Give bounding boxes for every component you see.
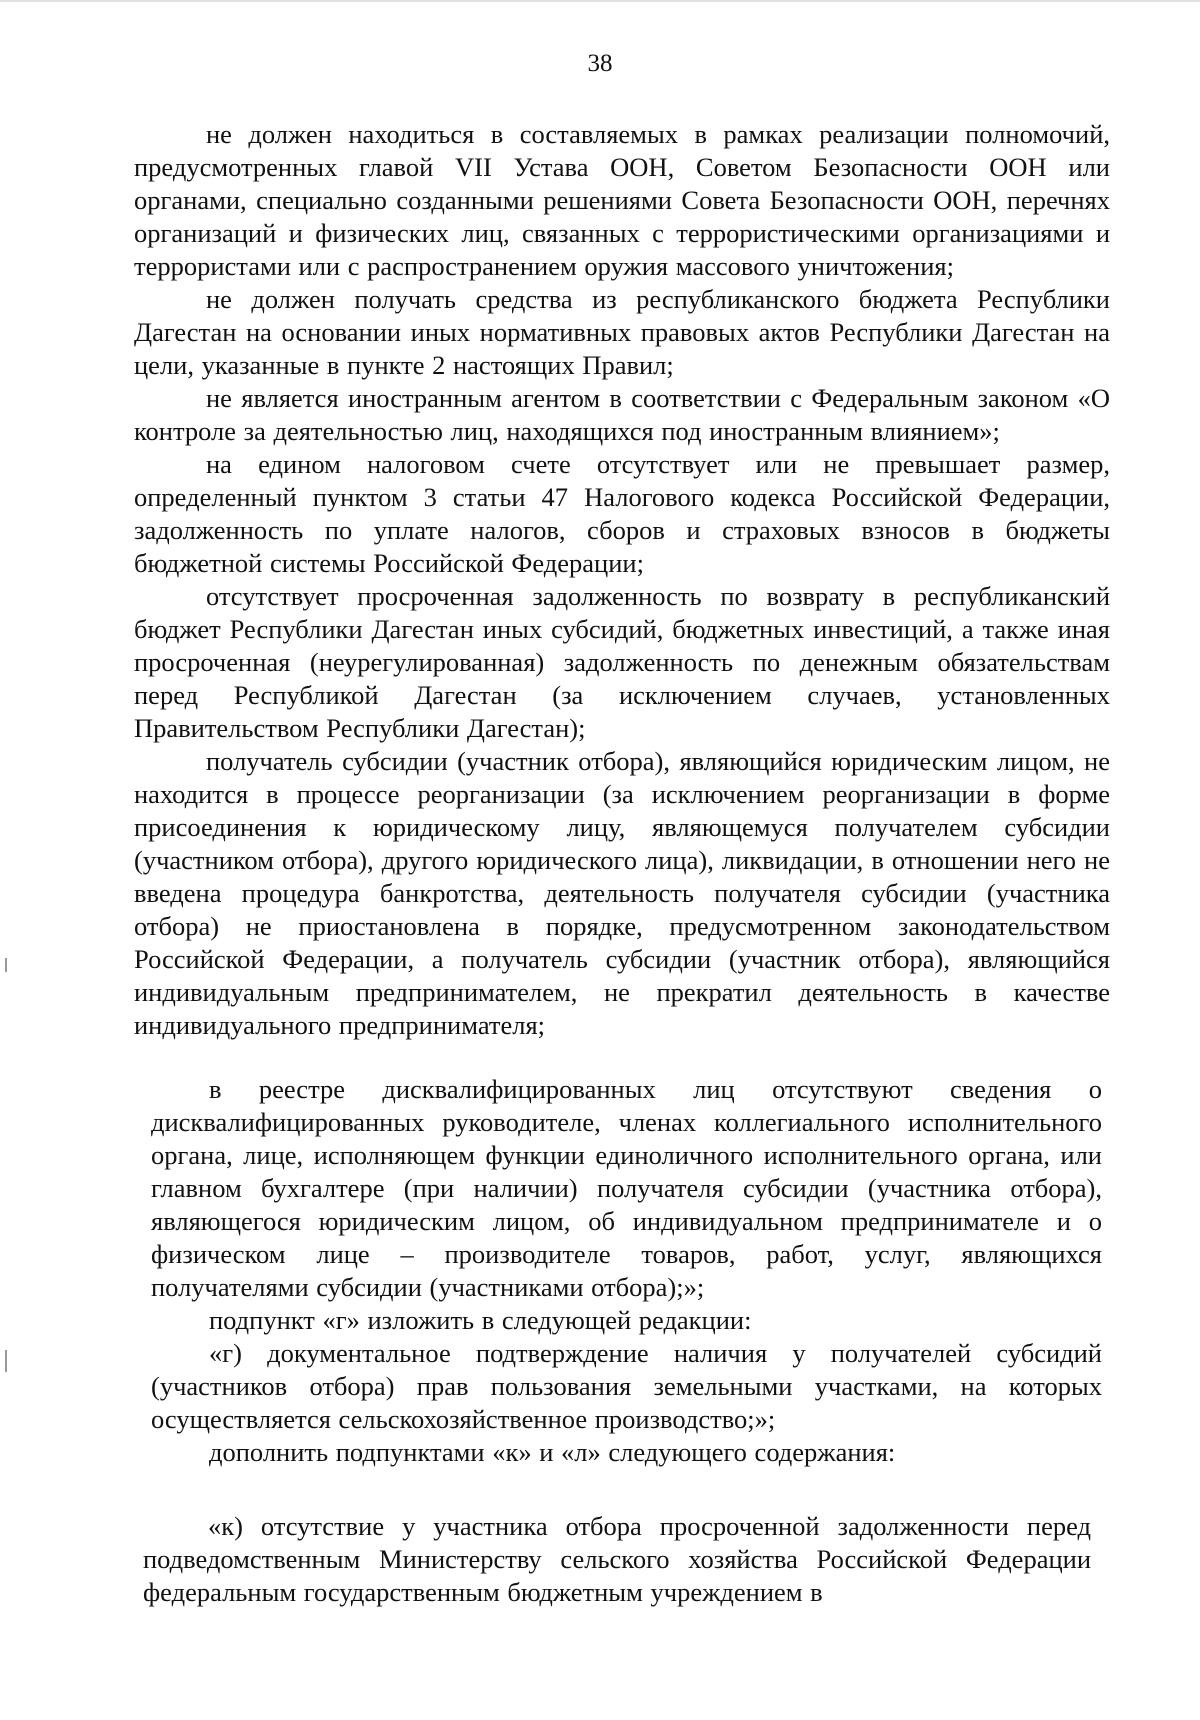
- scan-mark: [5, 958, 7, 972]
- paragraph: отсутствует просроченная задолженность по возврату в республиканский бюджет Республики Дагестан иных субсидий, бюджетных инвестиций, а также иная просроченная (неурегулированная) задолженность по денежным обязательствам перед Республикой Дагестан (за исключением случаев, установленных Правительством Республики Дагестан);: [134, 581, 1110, 743]
- text-block-bottom: [143, 1510, 1091, 1609]
- paragraph: «к) отсутствие у участника отбора просроченной задолженности перед подведомственным Министерству сельского хозяйства Российской Федерации федеральным государственным бюджетным учреждением в: [143, 1511, 1091, 1607]
- paragraph: «г) документальное подтверждение наличия у получателей субсидий (участников отбора) прав пользования земельными участками, на которых осуществляется сельскохозяйственное производство;»;: [151, 1338, 1102, 1434]
- paragraph: не является иностранным агентом в соответствии с Федеральным законом «О контроле за деятельностью лиц, находящихся под иностранным влиянием»;: [134, 383, 1110, 446]
- paragraph: получатель субсидии (участник отбора), являющийся юридическим лицом, не находится в процессе реорганизации (за исключением реорганизации в форме присоединения к юридическому лицу, являющемуся получателем субсидии (участником отбора), другого юридического лица), ликвидации, в отношении него не введена процедура банкротства, деятельность получателя субсидии (участника отбора) не приостановлена в порядке, предусмотренном законодательством Российской Федерации, а получатель субсидии (участник отбора), являющийся индивидуальным предпринимателем, не прекратил деятельность в качестве индивидуального предпринимателя;: [134, 746, 1110, 1040]
- text-block-main: [134, 118, 1110, 1042]
- scan-mark: [5, 1350, 7, 1372]
- paragraph: не должен находиться в составляемых в рамках реализации полномочий, предусмотренных главой VII Устава ООН, Советом Безопасности ООН или органами, специально созданными решениями Совета Безопасности ООН, перечнях организаций и физических лиц, связанных с террористическими организациями и террористами или с распространением оружия массового уничтожения;: [134, 119, 1110, 281]
- paragraph: на едином налоговом счете отсутствует или не превышает размер, определенный пунктом 3 статьи 47 Налогового кодекса Российской Федерации, задолженность по уплате налогов, сборов и страховых взносов в бюджеты бюджетной системы Российской Федерации;: [134, 449, 1110, 578]
- page-number: 38: [587, 50, 613, 77]
- scan-top-edge: [0, 0, 1200, 2]
- paragraph: дополнить подпунктами «к» и «л» следующего содержания:: [209, 1437, 896, 1467]
- paragraph: не должен получать средства из республиканского бюджета Республики Дагестан на основании иных нормативных правовых актов Республики Дагестан на цели, указанные в пункте 2 настоящих Правил;: [134, 284, 1110, 380]
- paragraph: в реестре дисквалифицированных лиц отсутствуют сведения о дисквалифицированных руководителе, членах коллегиального исполнительного органа, лице, исполняющем функции единоличного исполнительного органа, или главном бухгалтере (при наличии) получателя субсидии (участника отбора), являющегося юридическим лицом, об индивидуальном предпринимателе и о физическом лице – производителе товаров, работ, услуг, являющихся получателями субсидии (участниками отбора);»;: [151, 1074, 1102, 1302]
- text-block-shifted: [151, 1073, 1102, 1469]
- paragraph: подпункт «г» изложить в следующей редакции:: [209, 1305, 752, 1335]
